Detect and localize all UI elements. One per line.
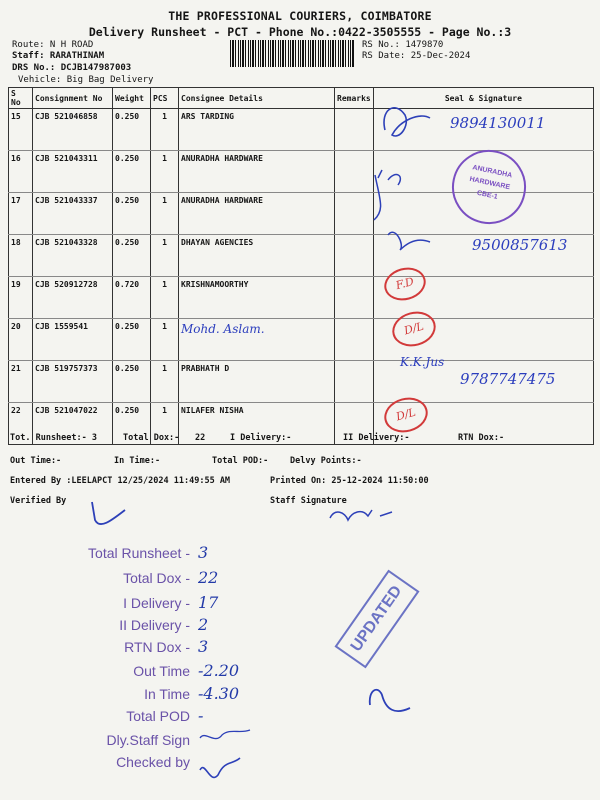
recap-label: Dly.Staff Sign (106, 732, 190, 748)
consignee-cell: ANURADHA HARDWARE (179, 193, 335, 235)
consignee-cell: Mohd. Aslam. (179, 319, 335, 361)
total-pod: Total POD:- (212, 456, 269, 466)
kk-signature: K.K.Jus (400, 355, 445, 369)
verified-signature (92, 502, 125, 524)
dl-stamp-row20: D/L (388, 307, 439, 351)
recap-value: -2.20 (198, 661, 240, 680)
pcs-cell: 1 (151, 193, 179, 235)
weight-cell: 0.250 (113, 151, 151, 193)
rs-number: RS No.: 1479870 (362, 40, 444, 50)
printed-on: Printed On: 25-12-2024 11:50:00 (270, 476, 429, 486)
signature-row18 (388, 232, 430, 250)
col-pcs: PCS (151, 88, 179, 109)
weight-cell: 0.250 (113, 319, 151, 361)
consignment-cell: CJB 521043311 (33, 151, 113, 193)
rtn-dox: RTN Dox:- (458, 433, 505, 443)
consignment-cell: CJB 521043337 (33, 193, 113, 235)
recap-value: 3 (198, 637, 209, 656)
tot-runsheet: Tot. Runsheet:- 3 (10, 433, 97, 443)
recap-value: 17 (198, 593, 219, 612)
delvy-points: Delvy Points:- (290, 456, 362, 466)
dly-staff-signature (200, 730, 250, 739)
weight-cell: 0.250 (113, 193, 151, 235)
staff-signature-label: Staff Signature (270, 496, 347, 506)
consignment-cell: CJB 1559541 (33, 319, 113, 361)
route: Route: N H ROAD (12, 40, 94, 50)
col-seal-signature: Seal & Signature (373, 88, 593, 109)
consignee-cell: ANURADHA HARDWARE (179, 151, 335, 193)
ii-delivery: II Delivery:- (343, 433, 410, 443)
col-weight: Weight (113, 88, 151, 109)
sno-cell: 15 (9, 109, 33, 151)
col-consignee: Consignee Details (179, 88, 335, 109)
col-remarks: Remarks (335, 88, 374, 109)
consignment-cell: CJB 519757373 (33, 361, 113, 403)
pcs-cell: 1 (151, 403, 179, 445)
weight-cell: 0.250 (113, 235, 151, 277)
recap-value: 3 (198, 543, 209, 562)
weight-cell: 0.250 (113, 109, 151, 151)
recap-value: - (198, 706, 204, 725)
runsheet-subtitle: Delivery Runsheet - PCT - Phone No.:0422-3505555 - Page No.:3 (88, 25, 512, 39)
phone-row15: 9894130011 (450, 114, 546, 132)
recap-value: 2 (198, 615, 209, 634)
sno-cell: 19 (9, 277, 33, 319)
out-time: Out Time:- (10, 456, 62, 466)
pcs-cell: 1 (151, 109, 179, 151)
entered-by: Entered By :LEELAPCT 12/25/2024 11:49:55 AM (10, 476, 231, 486)
recap-label: Total Dox - (123, 570, 190, 586)
recap-value: 22 (198, 568, 219, 587)
pcs-cell: 1 (151, 319, 179, 361)
sno-cell: 20 (9, 319, 33, 361)
sno-cell: 16 (9, 151, 33, 193)
pcs-cell: 1 (151, 361, 179, 403)
recap-value: -4.30 (198, 684, 240, 703)
recap-label: Total Runsheet - (88, 545, 190, 561)
i-delivery: I Delivery:- (230, 433, 292, 443)
vehicle: Vehicle: Big Bag Delivery (18, 75, 154, 85)
round-company-stamp: ANURADHA HARDWARE CBE-1 (445, 143, 533, 231)
staff-signature (330, 510, 392, 520)
consignee-cell: NILAFER NISHA (179, 403, 335, 445)
sno-cell: 21 (9, 361, 33, 403)
recap-label: RTN Dox - (124, 639, 190, 655)
pcs-cell: 1 (151, 235, 179, 277)
signature-row16 (374, 170, 400, 220)
consignee-cell: PRABHATH D (179, 361, 335, 403)
recap-label: I Delivery - (123, 595, 190, 611)
weight-cell: 0.720 (113, 277, 151, 319)
recap-label: Checked by (116, 754, 190, 770)
dl-stamp-row22: D/L (380, 393, 431, 437)
recap-label: Out Time (133, 663, 190, 679)
rs-date: RS Date: 25-Dec-2024 (362, 51, 471, 61)
consignment-cell: CJB 521047022 (33, 403, 113, 445)
consignment-cell: CJB 520912728 (33, 277, 113, 319)
consignment-cell: CJB 521046858 (33, 109, 113, 151)
fd-stamp: F.D (381, 263, 430, 305)
consignment-cell: CJB 521043328 (33, 235, 113, 277)
drs-number: DRS No.: DCJB147987003 (12, 63, 132, 73)
phone-row21: 9787747475 (460, 370, 556, 388)
phone-row18: 9500857613 (472, 236, 568, 254)
signature-row15 (384, 108, 430, 136)
recap-label: II Delivery - (119, 617, 190, 633)
total-dox-value: 22 (195, 433, 206, 443)
company-title: THE PROFESSIONAL COURIERS, COIMBATORE (168, 9, 432, 23)
pcs-cell: 1 (151, 151, 179, 193)
total-dox-label: Total Dox:- (123, 433, 180, 443)
sno-cell: 18 (9, 235, 33, 277)
sno-cell: 17 (9, 193, 33, 235)
pcs-cell: 1 (151, 277, 179, 319)
verified-by: Verified By (10, 496, 67, 506)
sno-cell: 22 (9, 403, 33, 445)
consignee-cell: DHAYAN AGENCIES (179, 235, 335, 277)
col-consignment: Consignment No (33, 88, 113, 109)
in-time: In Time:- (114, 456, 161, 466)
weight-cell: 0.250 (113, 403, 151, 445)
recap-label: Total POD (126, 708, 190, 724)
consignee-cell: ARS TARDING (179, 109, 335, 151)
consignee-cell: KRISHNAMOORTHY (179, 277, 335, 319)
staff: Staff: RARATHINAM (12, 51, 105, 61)
col-sno: S No (9, 88, 33, 109)
recap-label: In Time (144, 686, 190, 702)
weight-cell: 0.250 (113, 361, 151, 403)
checked-by-signature (200, 758, 240, 777)
updated-stamp: UPDATED (334, 570, 419, 669)
